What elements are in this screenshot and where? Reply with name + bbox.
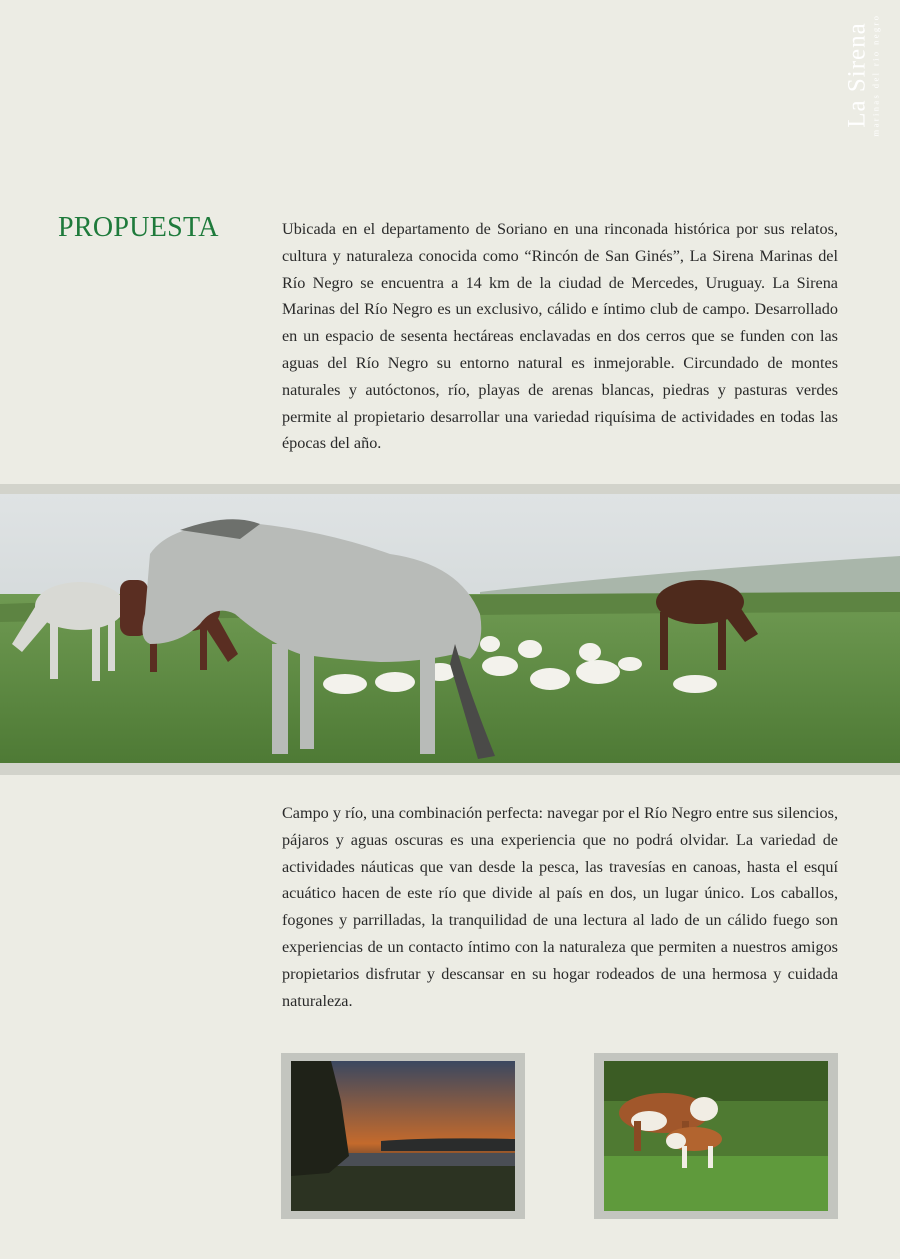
- photo-band-bottom: [0, 763, 900, 775]
- brand-tagline: marinas del rio negro: [870, 13, 881, 137]
- intro-paragraph: Ubicada en el departamento de Soriano en una rinconada histórica por sus relatos, cultura y naturaleza conocida como “Rincón de San Ginés”, La Sirena Marinas del Río Negro se encuentra a 14 km de la ciudad de Mercedes, Uruguay. La Sirena Marinas del Río Negro es un exclusivo, cálido e íntimo club de campo. Desarrollado en un espacio de sesenta hectáreas enclavadas en dos cerros que se funden con las aguas del Río Negro su entorno natural es inmejorable. Circundado de montes naturales y autóctonos, río, playas de arenas blancas, piedras y pasturas verdes permite al propietario desarrollar una variedad riquísima de actividades en todas las épocas del año.: [282, 220, 838, 453]
- photo-band-top: [0, 484, 900, 494]
- section-title: PROPUESTA: [58, 212, 219, 243]
- brand-name: La Sirena: [843, 22, 871, 128]
- photo-frame-cows: [594, 1053, 838, 1219]
- photo-frame-sunset: [281, 1053, 525, 1219]
- sunset-river-photo: [291, 1061, 515, 1211]
- hero-photo-horses-geese: [0, 494, 900, 763]
- brand-logo: [842, 10, 882, 140]
- second-paragraph: Campo y río, una combinación perfecta: navegar por el Río Negro entre sus silencios, pájaros y aguas oscuras es una experiencia que no podrá olvidar. La variedad de actividades náuticas que van desde la pesca, las travesías en canoas, hasta el esquí acuático hacen de este río que divide al país en dos, un lugar único. Los caballos, fogones y parrilladas, la tranquilidad de una lectura al lado de un cálido fuego son experiencias de un contacto íntimo con la naturaleza que permiten a nuestros amigos propietarios disfrutar y descansar en su hogar rodeados de una hermosa y cuidada naturaleza.: [282, 804, 838, 1010]
- cow-and-calf-photo: [604, 1061, 828, 1211]
